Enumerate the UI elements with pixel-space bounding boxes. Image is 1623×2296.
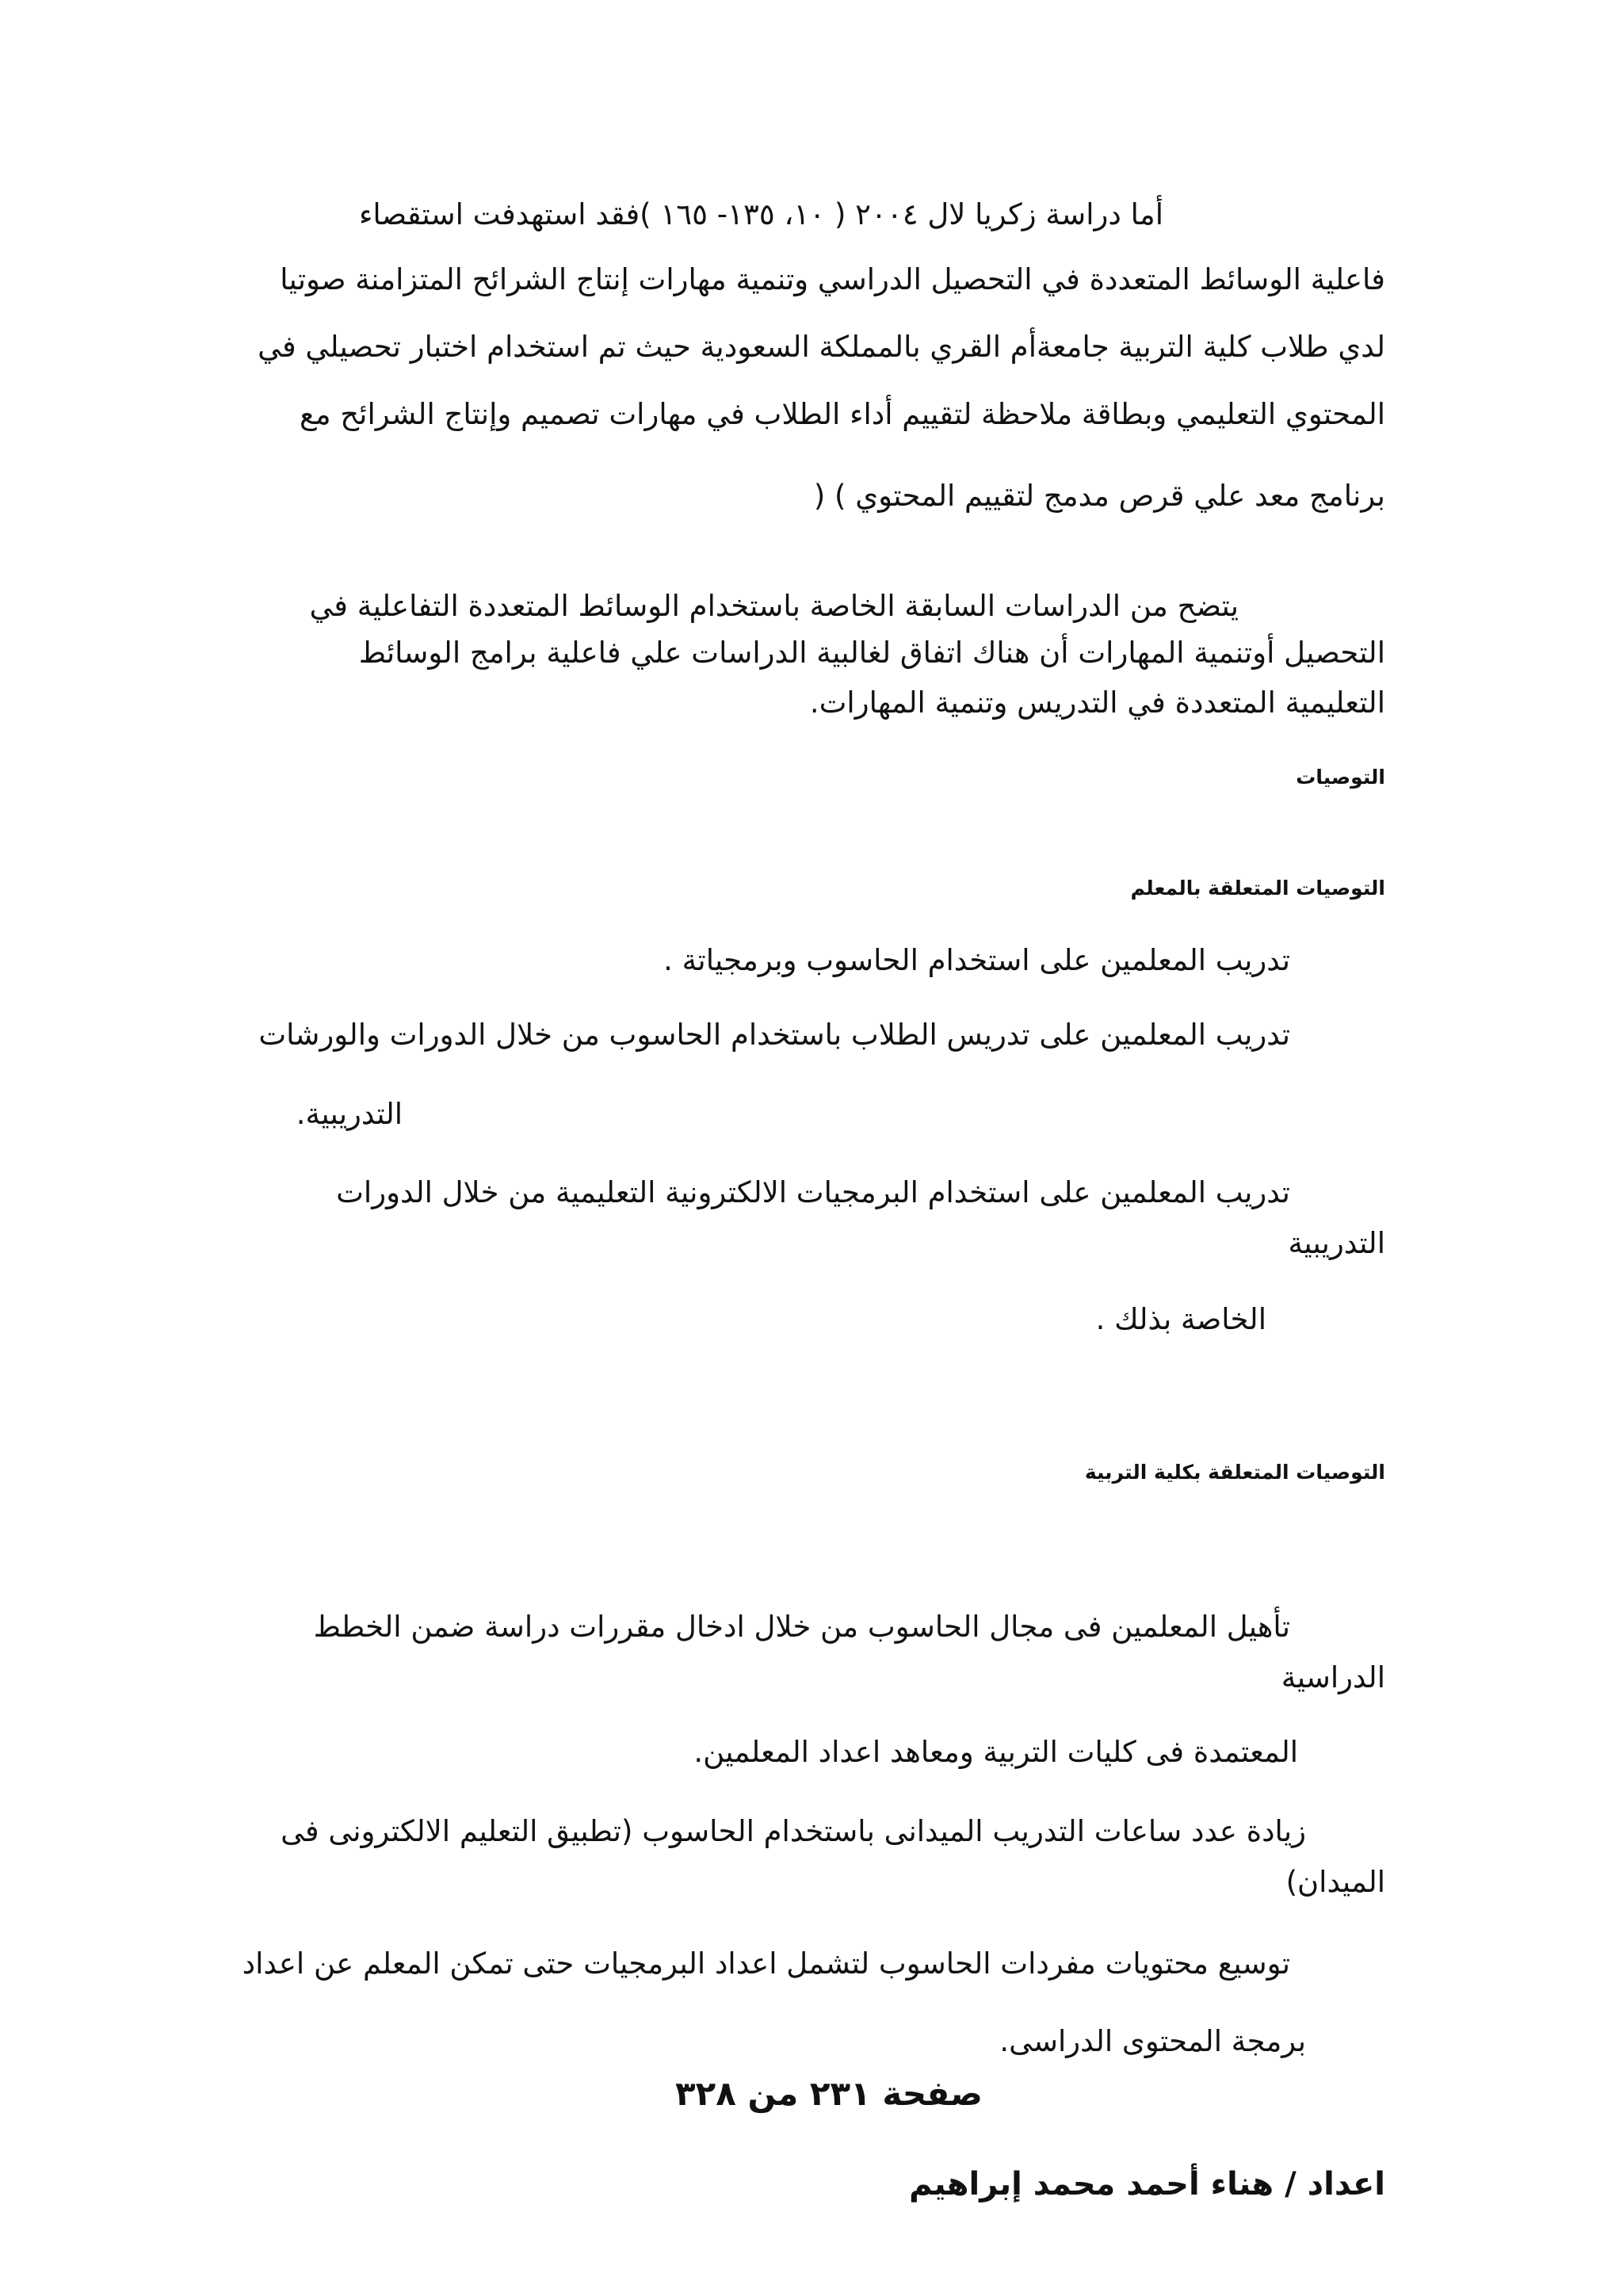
author-credit: اعداد / هناء أحمد محمد إبراهيم	[909, 2166, 1385, 2202]
college-item-3-line-2: برمجة المحتوى الدراسى.	[999, 2024, 1306, 2058]
teacher-item-3-line-2: التدريبية	[1288, 1226, 1385, 1260]
para1-line-3: لدي طلاب كلية التربية جامعةأم القري بالمملكة السعودية حيث تم استخدام اختبار تحصيلي في	[258, 330, 1385, 364]
page-number: صفحة ٢٣١ من ٣٢٨	[674, 2074, 983, 2113]
para2-line-3: التعليمية المتعددة في التدريس وتنمية المهارات.	[809, 686, 1385, 720]
college-item-2-line-2: الميدان)	[1285, 1865, 1385, 1899]
para1-line-4: المحتوي التعليمي وبطاقة ملاحظة لتقييم أداء الطلاب في مهارات تصميم وإنتاج الشرائح مع	[300, 397, 1385, 431]
heading-teacher-recommendations: التوصيات المتعلقة بالمعلم	[1130, 877, 1385, 900]
teacher-item-2-line-1: تدريب المعلمين على تدريس الطلاب باستخدام الحاسوب من خلال الدورات والورشات	[258, 1018, 1290, 1052]
para1-line-5: برنامج معد علي قرص مدمج لتقييم المحتوي ) (	[813, 479, 1385, 513]
para1-line-1: أما دراسة زكريا لال ٢٠٠٤ ( ١٠، ١٣٥- ١٦٥ )فقد استهدفت استقصاء	[358, 197, 1163, 231]
college-item-2-line-1: زيادة عدد ساعات التدريب الميدانى باستخدام الحاسوب (تطبيق التعليم الالكترونى فى	[281, 1814, 1306, 1848]
para1-line-2: فاعلية الوسائط المتعددة في التحصيل الدراسي وتنمية مهارات إنتاج الشرائح المتزامنة صوتيا	[280, 262, 1385, 296]
college-item-3-line-1: توسيع محتويات مفردات الحاسوب لتشمل اعداد البرمجيات حتى تمكن المعلم عن اعداد	[242, 1946, 1290, 1981]
college-item-1-line-1: تأهيل المعلمين فى مجال الحاسوب من خلال ادخال مقررات دراسة ضمن الخطط	[313, 1610, 1290, 1644]
heading-recommendations: التوصيات	[1296, 766, 1385, 789]
para2-line-2: التحصيل أوتنمية المهارات أن هناك اتفاق لغالبية الدراسات علي فاعلية برامج الوسائط	[358, 636, 1385, 670]
teacher-item-3-line-3: الخاصة بذلك .	[1095, 1302, 1266, 1336]
college-item-1-line-3: المعتمدة فى كليات التربية ومعاهد اعداد المعلمين.	[693, 1735, 1298, 1769]
teacher-item-1: تدريب المعلمين على استخدام الحاسوب وبرمجياتة .	[663, 943, 1290, 977]
para2-line-1: يتضح من الدراسات السابقة الخاصة باستخدام الوسائط المتعددة التفاعلية في	[309, 589, 1239, 623]
heading-college-recommendations: التوصيات المتعلقة بكلية التربية	[1084, 1461, 1385, 1484]
college-item-1-line-2: الدراسية	[1281, 1660, 1385, 1694]
teacher-item-3-line-1: تدريب المعلمين على استخدام البرمجيات الالكترونية التعليمية من خلال الدورات	[336, 1175, 1290, 1209]
teacher-item-2-line-2: التدريبية.	[296, 1097, 403, 1131]
